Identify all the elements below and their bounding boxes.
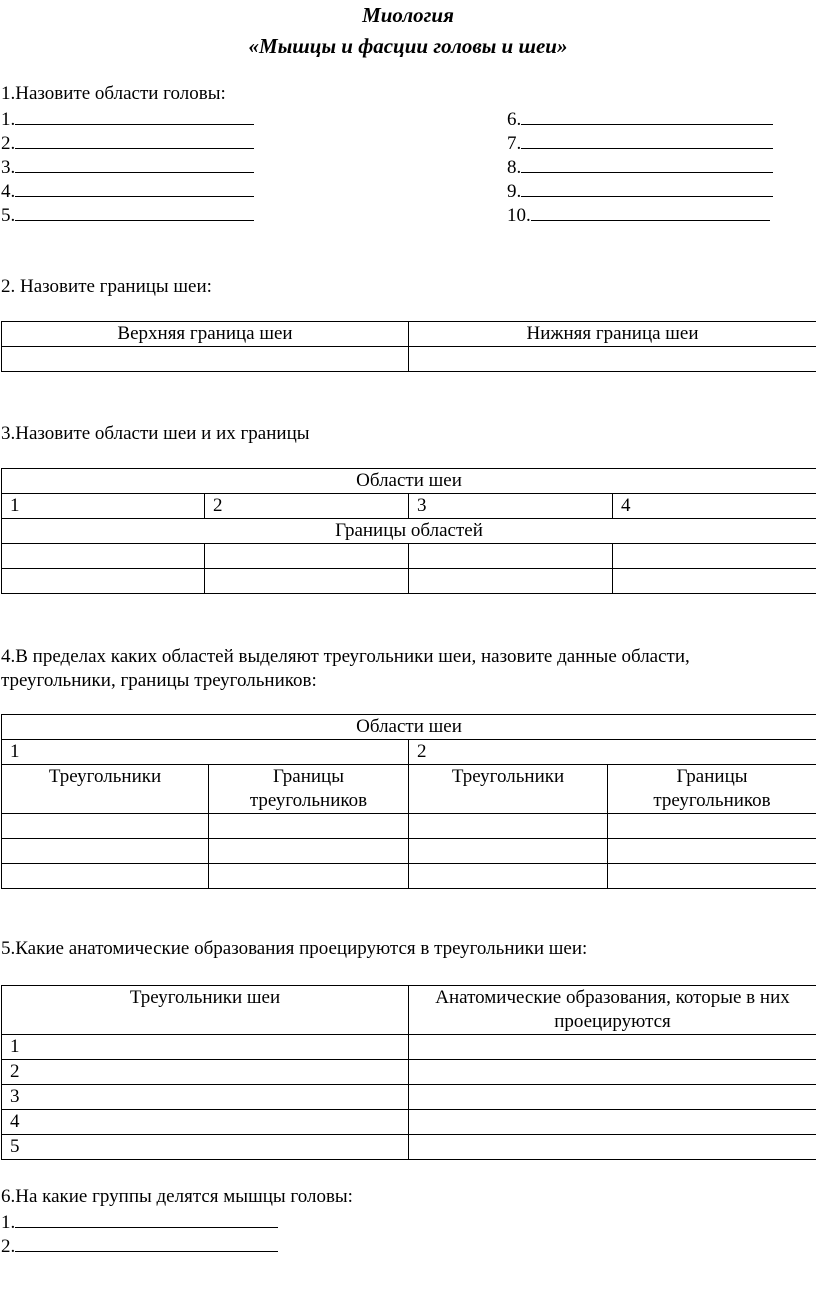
- q1-item-10[interactable]: 10.: [507, 202, 770, 228]
- table-cell[interactable]: [608, 839, 816, 864]
- answer-blank[interactable]: [15, 1209, 278, 1228]
- answer-blank[interactable]: [15, 178, 254, 197]
- table-cell[interactable]: [209, 839, 409, 864]
- table-cell: 1: [2, 740, 409, 765]
- table-cell: 3: [409, 494, 613, 519]
- table-subheader: Границы треугольников: [209, 765, 409, 814]
- q1-item-8[interactable]: 8.: [507, 154, 773, 180]
- answer-blank[interactable]: [15, 202, 254, 221]
- table-cell[interactable]: [2, 544, 205, 569]
- table-header: Треугольники шеи: [2, 986, 409, 1035]
- q1-item-7[interactable]: 7.: [507, 130, 773, 156]
- q1-item-2[interactable]: 2.: [1, 130, 254, 156]
- neck-regions-table: [1, 468, 816, 594]
- table-cell: 1: [2, 494, 205, 519]
- table-header: Анатомические образования, которые в них проецируются: [409, 986, 816, 1035]
- table-cell[interactable]: [2, 864, 209, 889]
- table-cell[interactable]: [409, 1135, 816, 1160]
- table-subheader: Треугольники: [2, 765, 209, 814]
- question-6: 6.На какие группы делятся мышцы головы:: [1, 1186, 353, 1207]
- table-cell[interactable]: [2, 569, 205, 594]
- q6-item-1[interactable]: 1.: [1, 1209, 278, 1235]
- question-3: 3.Назовите области шеи и их границы: [1, 423, 310, 444]
- neck-triangles-table: [1, 714, 816, 889]
- table-cell[interactable]: [409, 864, 608, 889]
- table-header: Области шеи: [2, 715, 816, 740]
- table-header: Области шеи: [2, 469, 816, 494]
- q1-item-6[interactable]: 6.: [507, 106, 773, 132]
- page-subtitle: «Мышцы и фасции головы и шеи»: [248, 34, 568, 58]
- answer-blank[interactable]: [15, 130, 254, 149]
- q1-item-3[interactable]: 3.: [1, 154, 254, 180]
- table-cell[interactable]: [608, 864, 816, 889]
- question-4-line-1: 4.В пределах каких областей выделяют треугольники шеи, назовите данные области,: [1, 646, 690, 667]
- table-cell[interactable]: [209, 814, 409, 839]
- page-title: Миология: [362, 3, 454, 27]
- table-cell: 2: [2, 1060, 409, 1085]
- table-cell[interactable]: [409, 569, 613, 594]
- table-cell: 5: [2, 1135, 409, 1160]
- table-cell: 2: [205, 494, 409, 519]
- answer-blank[interactable]: [15, 1233, 278, 1252]
- table-cell[interactable]: [409, 544, 613, 569]
- triangle-projections-table: [1, 985, 816, 1160]
- table-cell[interactable]: [205, 569, 409, 594]
- table-cell[interactable]: [409, 1085, 816, 1110]
- table-subheader: Границы треугольников: [608, 765, 816, 814]
- q1-item-5[interactable]: 5.: [1, 202, 254, 228]
- question-1: 1.Назовите области головы:: [1, 83, 226, 104]
- q1-item-9[interactable]: 9.: [507, 178, 773, 204]
- table-cell: 4: [2, 1110, 409, 1135]
- answer-blank[interactable]: [521, 130, 773, 149]
- table-cell: 3: [2, 1085, 409, 1110]
- table-header: Верхняя граница шеи: [2, 322, 409, 347]
- table-cell[interactable]: [613, 569, 816, 594]
- answer-blank[interactable]: [521, 106, 773, 125]
- table-cell[interactable]: [409, 347, 816, 372]
- answer-blank[interactable]: [531, 202, 770, 221]
- table-cell[interactable]: [409, 839, 608, 864]
- table-cell[interactable]: [409, 1035, 816, 1060]
- table-header: Нижняя граница шеи: [409, 322, 816, 347]
- table-cell[interactable]: [209, 864, 409, 889]
- question-4-line-2: треугольники, границы треугольников:: [1, 670, 317, 691]
- table-cell[interactable]: [205, 544, 409, 569]
- q1-item-4[interactable]: 4.: [1, 178, 254, 204]
- q6-item-2[interactable]: 2.: [1, 1233, 278, 1259]
- table-cell: 2: [409, 740, 816, 765]
- q1-item-1[interactable]: 1.: [1, 106, 254, 132]
- table-cell: 1: [2, 1035, 409, 1060]
- answer-blank[interactable]: [15, 106, 254, 125]
- table-cell[interactable]: [2, 347, 409, 372]
- table-cell[interactable]: [2, 839, 209, 864]
- answer-blank[interactable]: [521, 154, 773, 173]
- table-subheader: Границы областей: [2, 519, 816, 544]
- answer-blank[interactable]: [521, 178, 773, 197]
- table-subheader: Треугольники: [409, 765, 608, 814]
- table-cell[interactable]: [409, 1110, 816, 1135]
- neck-borders-table: [1, 321, 816, 372]
- table-cell[interactable]: [409, 1060, 816, 1085]
- table-cell: 4: [613, 494, 816, 519]
- table-cell[interactable]: [409, 814, 608, 839]
- answer-blank[interactable]: [15, 154, 254, 173]
- table-cell[interactable]: [608, 814, 816, 839]
- table-cell[interactable]: [2, 814, 209, 839]
- question-2: 2. Назовите границы шеи:: [1, 276, 212, 297]
- question-5: 5.Какие анатомические образования проецируются в треугольники шеи:: [1, 938, 588, 959]
- table-cell[interactable]: [613, 544, 816, 569]
